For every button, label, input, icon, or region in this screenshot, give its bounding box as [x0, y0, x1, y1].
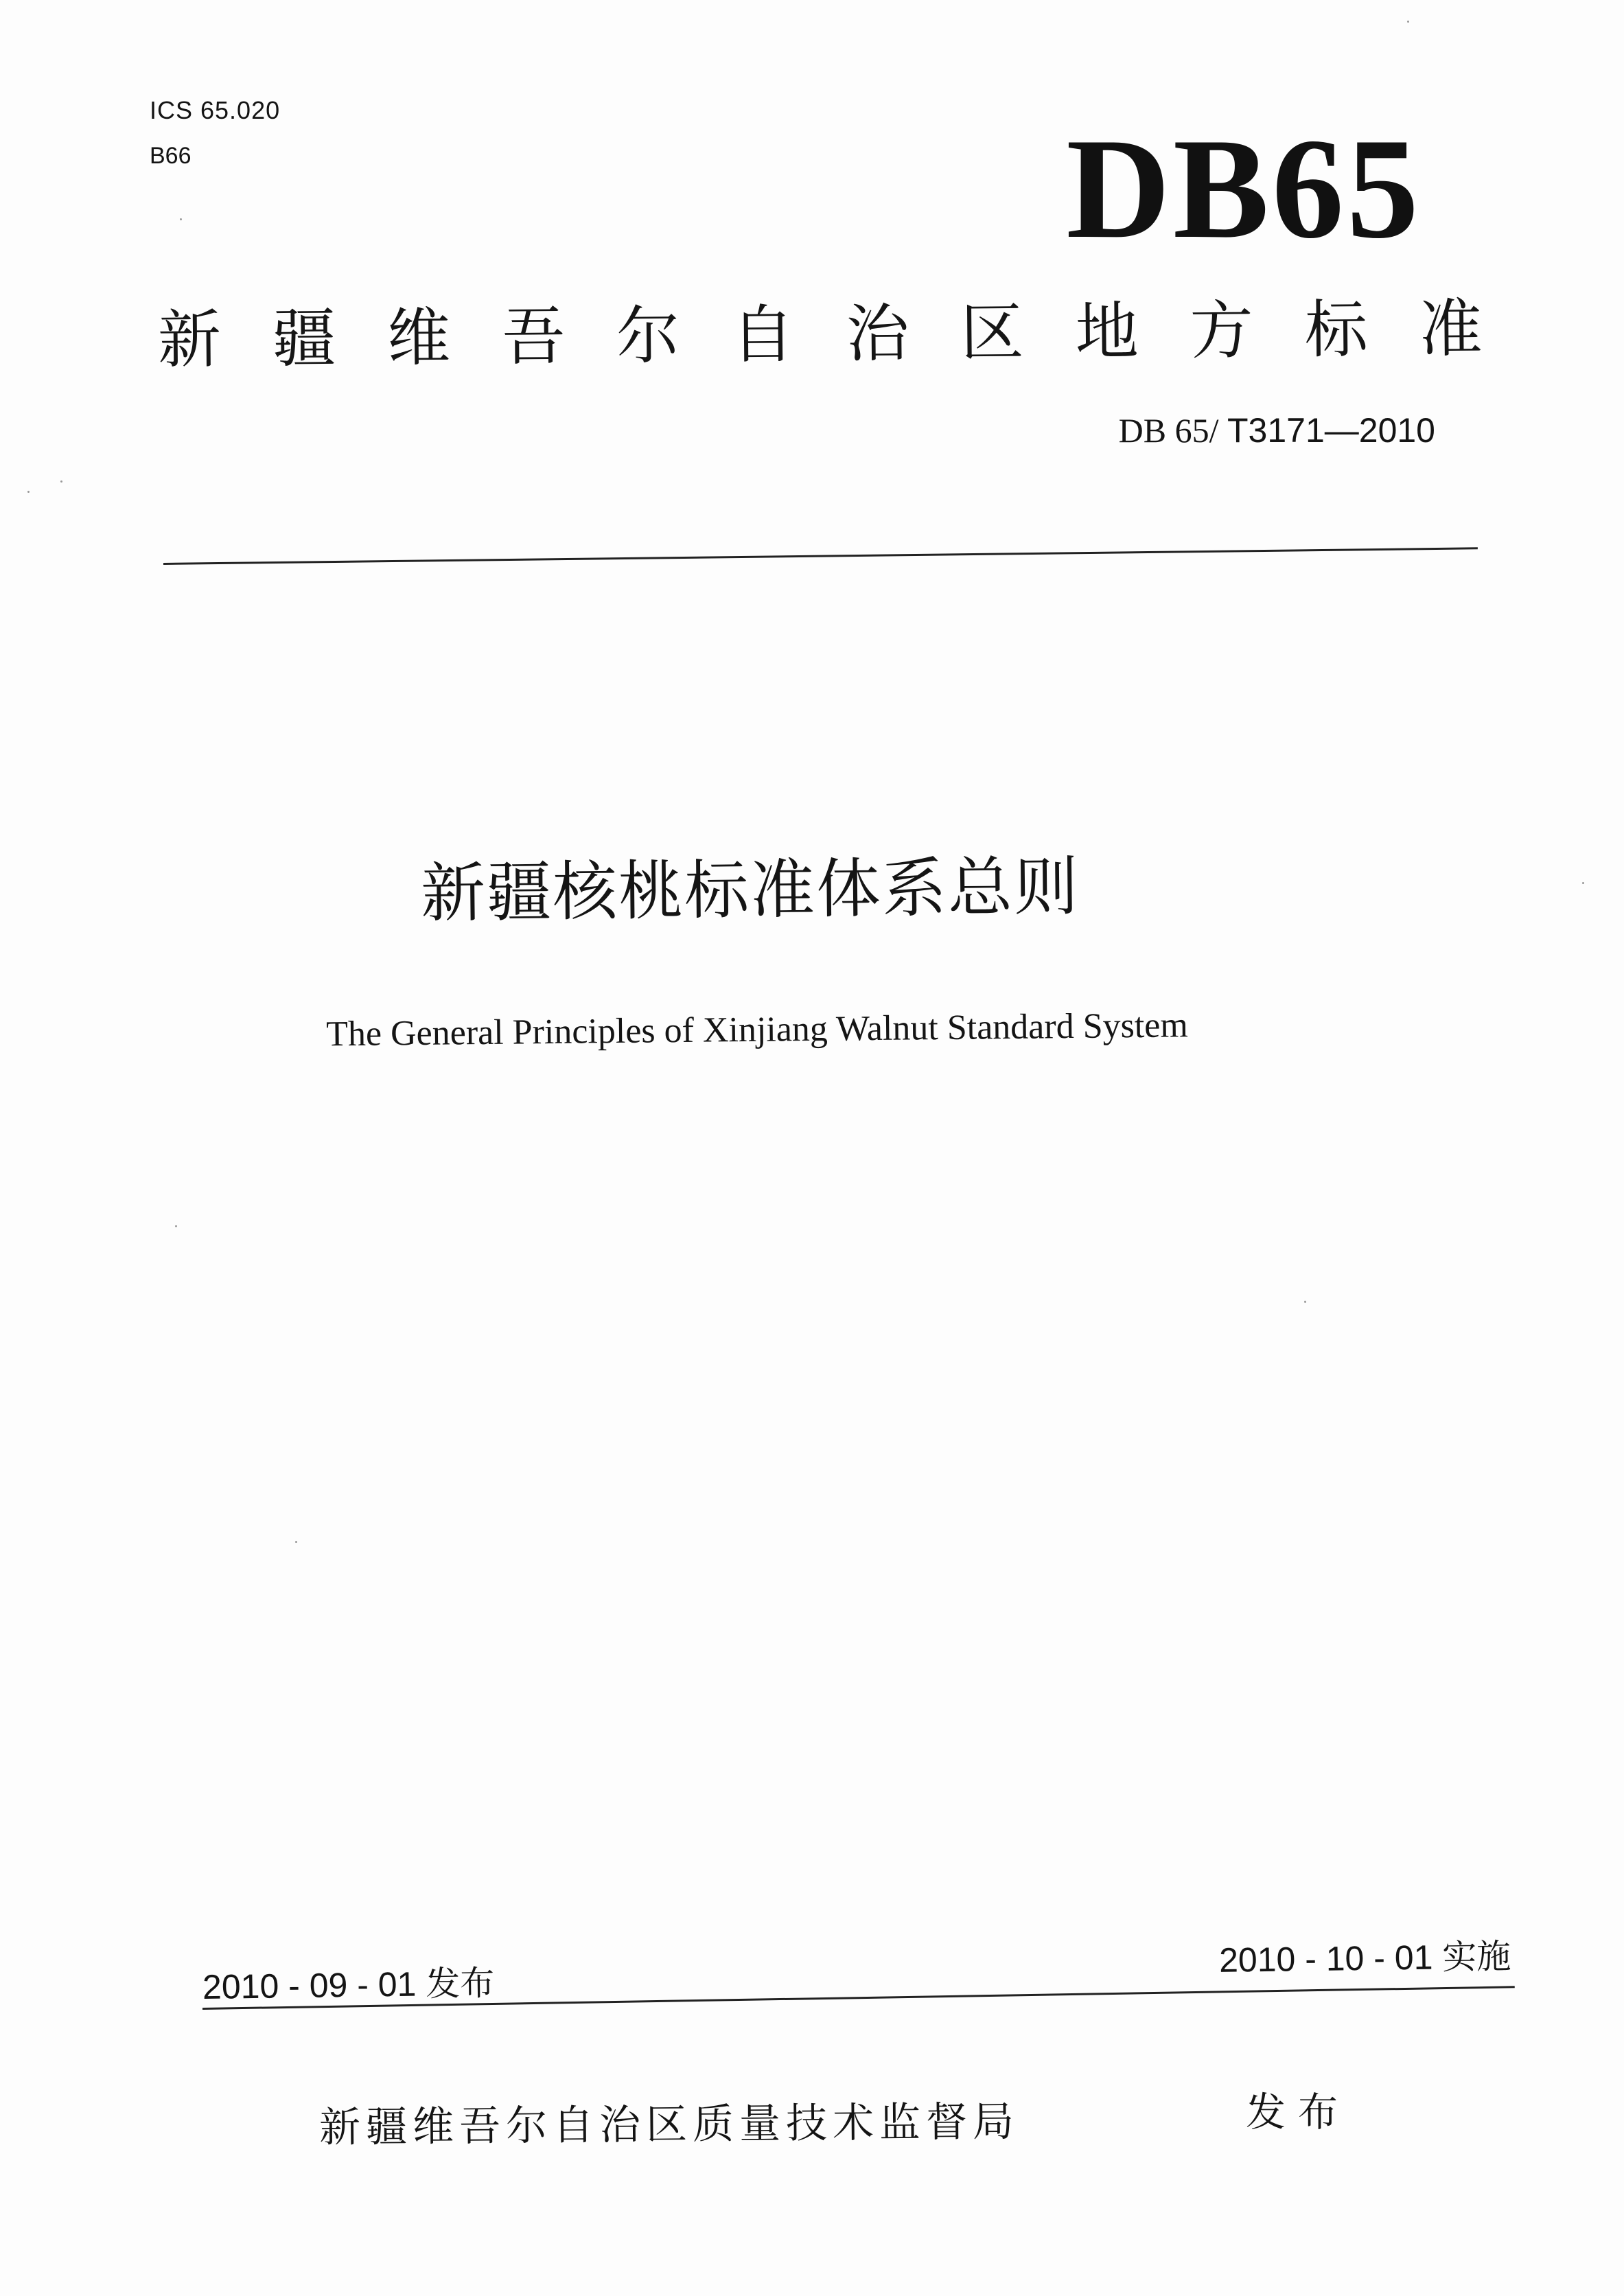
scan-speck	[1407, 21, 1409, 23]
standard-number	[1119, 410, 1435, 450]
title-char: 准	[1419, 292, 1483, 366]
title-char: 方	[1190, 294, 1254, 368]
title-char: 自	[730, 297, 795, 372]
title-char: 地	[1075, 294, 1139, 369]
document-title-english: The General Principles of Xinjiang Walnut Standard System	[325, 1006, 1189, 1054]
issue-date-label: 发布	[425, 1963, 495, 2004]
classification-code: B66	[150, 143, 192, 169]
issuer-action: 发布	[1246, 2089, 1351, 2135]
scan-speck	[60, 480, 62, 483]
title-char: 疆	[272, 301, 336, 376]
title-char: 标	[1304, 292, 1369, 367]
ics-code: ICS 65.020	[150, 96, 281, 124]
scan-speck	[180, 218, 182, 220]
standard-category-title	[157, 292, 1483, 377]
title-char: 吾	[501, 299, 566, 374]
scan-speck	[1304, 1301, 1306, 1303]
standard-number-code: T3171—2010	[1227, 411, 1435, 450]
scan-speck	[175, 1225, 177, 1227]
implementation-date-label: 实施	[1441, 1936, 1511, 1978]
issue-date-value: 2010 - 09 - 01	[202, 1964, 417, 2006]
title-char: 治	[845, 297, 909, 371]
title-char: 尔	[616, 299, 680, 373]
scan-speck	[27, 491, 30, 493]
issuing-authority: 新疆维吾尔自治区质量技术监督局	[318, 2098, 1020, 2152]
header-divider	[163, 547, 1478, 565]
standard-number-prefix: DB 65/	[1118, 411, 1219, 450]
db65-logo: DB65	[1066, 109, 1422, 268]
implementation-date	[1218, 1929, 1511, 1982]
scan-speck	[295, 1541, 297, 1543]
issue-date	[202, 1956, 494, 2009]
title-char: 新	[157, 303, 222, 377]
title-char: 维	[386, 301, 451, 375]
scan-speck	[1582, 882, 1584, 884]
implementation-date-value: 2010 - 10 - 01	[1218, 1938, 1433, 1980]
document-title-chinese: 新疆核桃标准体系总则	[420, 849, 1080, 931]
title-char: 区	[960, 295, 1024, 370]
